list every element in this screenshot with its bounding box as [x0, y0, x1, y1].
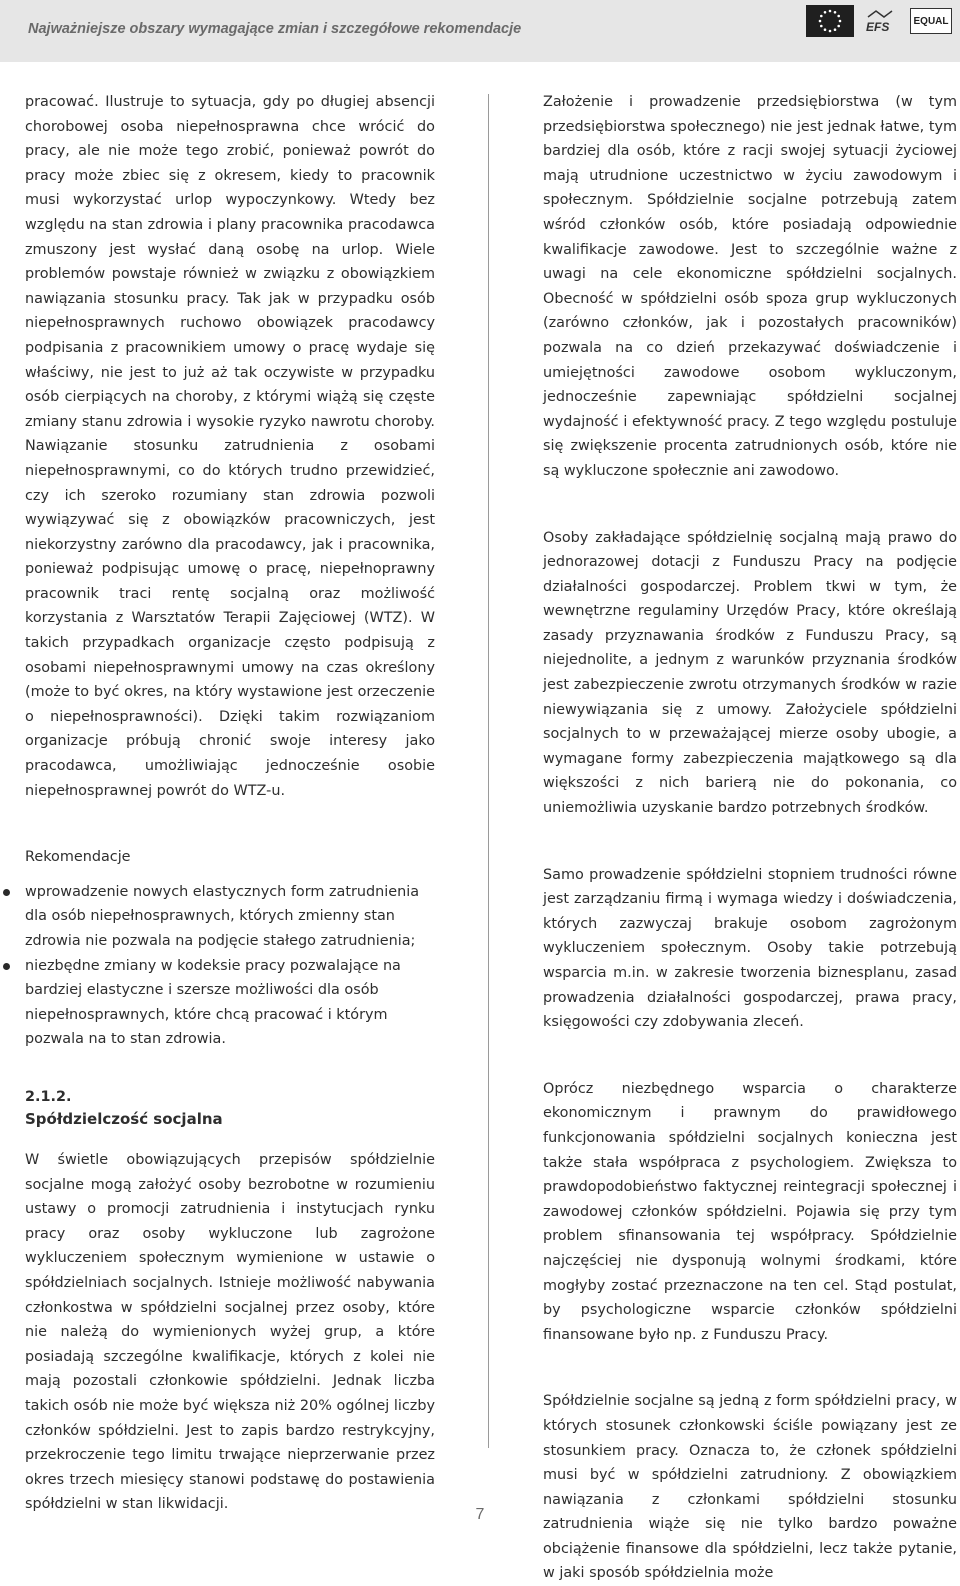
efs-logo-icon: [864, 5, 900, 37]
column-divider: [488, 94, 489, 1448]
section-number: 2.1.2.: [25, 1088, 72, 1105]
recommendations-list: [25, 880, 435, 1052]
eu-flag-icon: [806, 5, 854, 37]
section-title: Spółdzielczość socjalna: [25, 1109, 223, 1128]
bullet-icon: [3, 889, 10, 896]
page-header: [0, 0, 960, 62]
left-column: [25, 90, 435, 1517]
equal-logo-icon: EQUAL: [910, 8, 952, 34]
header-logos: [806, 4, 952, 38]
bullet-icon: [3, 963, 10, 970]
right-column: [543, 90, 957, 1586]
left-paragraph-1: pracować. Ilustruje to sytuacja, gdy po długiej absencji chorobowej osoba niepełnosprawna chce wrócić do pracy, ale nie może tego zrobić, ponieważ powrót do pracy może zbiec się z okresem, kiedy to pracownik musi wykorzystać urlop wypoczynkowy. Wtedy bez względu na stan zdrowia i plany pracownika pracodawca zmuszony jest wysłać daną osobę na urlop. Wiele problemów powstaje również w związku z obowiązkiem nawiązania stosunku pracy. Tak jak w przypadku osób niepełnosprawnych ruchowo obowiązek pracodawcy podpisania z pracownikiem umowy o pracę wydaje się właściwy, nie jest to już aż tak oczywiste w przypadku osób cierpiących na choroby, z którymi wiążą się częste zmiany stanu zdrowia i wysokie ryzyko nawrotu choroby. Nawiązanie stosunku zatrudnienia z osobami niepełnosprawnymi, co do których trudno przewidzieć, czy ich szeroko rozumiany stan zdrowia pozwoli wywiązywać się z obowiązków pracowniczych, jest niekorzystny zarówno dla pracodawcy, jak i pracownika, ponieważ podpisując umowę o pracę, niepełnoprawny pracownik traci rentę socjalną oraz możliwość korzystania z Warsztatów Terapii Zajęciowej (WTZ). W takich przypadkach organizacje często podpisują z osobami niepełnosprawnymi umowy na czas określony (może to być okres, na który wystawione jest orzeczenie o niepełnosprawności). Dzięki takim rozwiązaniom organizacje próbują chronić swoje interesy jako pracodawca, umożliwiając jednocześnie osobie niepełnosprawnej powrót do WTZ-u.: [25, 94, 435, 799]
list-item: [25, 954, 435, 1052]
list-item: [25, 880, 435, 954]
recommendations-heading: Rekomendacje: [25, 849, 131, 866]
recommendation-text: wprowadzenie nowych elastycznych form zatrudnienia dla osób niepełnosprawnych, których zmienny stan zdrowia nie pozwala na podjęcie stałego zatrudnienia;: [25, 883, 420, 949]
efs-logo-text: EFS: [866, 20, 890, 34]
header-title: Najważniejsze obszary wymagające zmian i szczegółowe rekomendacje: [28, 21, 522, 37]
page-number: 7: [475, 1506, 485, 1523]
right-paragraph-2: Osoby zakładające spółdzielnię socjalną mają prawo do jednorazowej dotacji z Funduszu Pracy na podjęcie działalności gospodarczej. Problem tkwi w tym, że wewnętrzne regulaminy Urzędów Pracy, które określają zasady przyznawania środków z Funduszu Pracy, są niejednolite, a jednym z warunków przyznania środków jest zabezpieczenie zwrotu otrzymanych środków w razie niewywiązania się z umowy. Założyciele spółdzielni socjalnych to w przeważającej mierze osoby ubogie, a wymagane formy zabezpieczenia majątkowego są dla większości z nich barierą nie do pokonania, co uniemożliwia uzyskanie bardzo potrzebnych środków.: [543, 529, 957, 817]
recommendation-text: niezbędne zmiany w kodeksie pracy pozwalające na bardziej elastyczne i szersze możliwości dla osób niepełnosprawnych, które chcą pracować i którym pozwala na to stan zdrowia.: [25, 957, 401, 1048]
right-paragraph-4: Oprócz niezbędnego wsparcia o charakterze ekonomicznym i prawnym do prawidłowego funkcjonowania spółdzielni socjalnych konieczna jest także stała współpraca z psychologiem. Zwiększa to prawdopodobieństwo faktycznej reintegracji społecznej i zawodowej członków spółdzielni. Pojawia się przy tym problem sfinansowania tej współpracy. Spółdzielnie najczęściej nie dysponują wolnymi środkami, które mogłyby zostać przeznaczone na ten cel. Stąd postulat, by psychologiczne wsparcie członków spółdzielni finansowane było np. z Funduszu Pracy.: [543, 1080, 957, 1343]
right-paragraph-5: Spółdzielnie socjalne są jedną z form spółdzielni pracy, w których stosunek członkowski ściśle powiązany jest ze stosunkiem pracy. Oznacza to, że członek spółdzielni musi być w spółdzielni zatrudniony. Z obowiązkiem nawiązania z członkami spółdzielni stosunku zatrudnienia wiąże się nie tylko bardzo poważne obciążenie finansowe dla spółdzielni, lecz także pytanie, w jaki sposób spółdzielnia może: [543, 1393, 957, 1582]
right-paragraph-3: Samo prowadzenie spółdzielni stopniem trudności równe jest zarządzaniu firmą i wymaga wiedzy i doświadczenia, których zazwyczaj brakuje osobom zagrożonym wykluczeniem społecznym. Osoby takie potrzebują wsparcia m.in. w zakresie tworzenia biznesplanu, zasad prowadzenia działalności gospodarczej, prawa pracy, księgowości czy zdobywania zleceń.: [543, 866, 957, 1031]
left-paragraph-2: W świetle obowiązujących przepisów spółdzielnie socjalne mogą założyć osoby bezrobotne w rozumieniu ustawy o promocji zatrudnienia i instytucjach rynku pracy oraz osoby wykluczone lub zagrożone wykluczeniem społecznym wymienione w ustawie o spółdzielniach socjalnych. Istnieje możliwość nabywania członkostwa w spółdzielni socjalnej przez osoby, które nie należą do wymienionych wyżej grup, a które posiadają szczególne kwalifikacje, których z kolei nie mają pozostali członkowie spółdzielni. Jednak liczba takich osób nie może być większa niż 20% ogólnej liczby członków spółdzielni. Jest to zapis bardzo restrykcyjny, przekroczenie tego limitu trwające nieprzerwanie przez okres trzech miesięcy stanowi podstawę do postawienia spółdzielni w stan likwidacji.: [25, 1151, 435, 1513]
right-paragraph-1: Założenie i prowadzenie przedsiębiorstwa (w tym przedsiębiorstwa społecznego) nie jest jednak łatwe, tym bardziej dla osób, które z racji swojej sytuacji życiowej mają utrudnione uczestnictwo w życiu zawodowym i społecznym. Spółdzielnie socjalne potrzebują zatem wśród członków osób, które posiadają odpowiednie kwalifikacje zawodowe. Jest to szczególnie ważne z uwagi na cele ekonomiczne spółdzielni socjalnych. Obecność w spółdzielni osób spoza grup wykluczonych (zarówno członków, jak i pozostałych pracowników) pozwala na co dzień przekazywać doświadczenie i umiejętności zawodowe osobom wykluczonym, jednocześnie zapewniając spółdzielni socjalnej wydajność i efektywność pracy. Z tego względu postuluje się zwiększenie procenta zatrudnionych osób, które nie są wykluczone społecznie ani zawodowo.: [543, 94, 957, 479]
